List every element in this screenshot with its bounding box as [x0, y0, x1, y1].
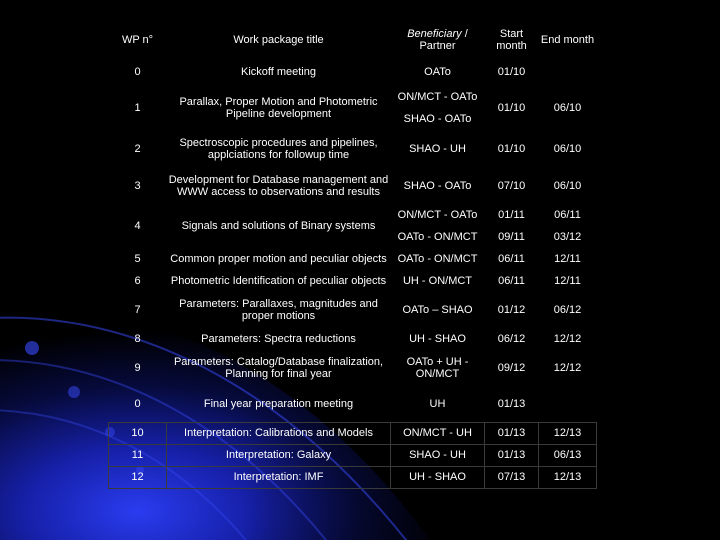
header-wp-no: WP n° [121, 34, 154, 46]
table-row [109, 350, 597, 386]
wp-beneficiary-line: ON/MCT - OATo [397, 91, 478, 103]
header-beneficiary [391, 22, 485, 58]
wp-title: Interpretation: IMF [167, 466, 391, 488]
wp-title: Spectroscopic procedures and pipelines, applciations for followup time [179, 137, 378, 161]
wp-number: 0 [134, 66, 141, 78]
wp-start: 06/11 [498, 275, 525, 287]
wp-end: 06/10 [553, 180, 582, 192]
table-row [109, 270, 597, 292]
wp-start: 06/11 [498, 253, 525, 265]
wp-beneficiary: SHAO - UH [409, 143, 466, 155]
wp-beneficiary-line: SHAO - OATo [403, 113, 472, 125]
wp-beneficiary-line: OATo - ON/MCT [397, 231, 478, 243]
wp-end: 06/10 [553, 102, 582, 114]
wp-title: Interpretation: Calibrations and Models [167, 422, 391, 444]
wp-title: Development for Database management and WWW access to observations and results [168, 174, 389, 198]
table-row [109, 444, 597, 466]
wp-start: 01/12 [497, 304, 526, 316]
work-package-table [108, 22, 597, 489]
wp-number: 5 [134, 253, 141, 265]
wp-start [485, 204, 539, 248]
wp-start: 01/10 [497, 66, 526, 78]
wp-start-line: 09/11 [498, 231, 525, 243]
wp-beneficiary [391, 86, 485, 130]
wp-beneficiary: OATo + UH - ON/MCT [406, 356, 469, 380]
wp-title: Kickoff meeting [240, 66, 316, 78]
wp-end: 12/12 [553, 362, 582, 374]
wp-start: 01/10 [497, 102, 526, 114]
wp-number: 1 [134, 102, 141, 114]
table-row [109, 248, 597, 270]
wp-number: 11 [109, 444, 167, 466]
wp-beneficiary: UH - SHAO [409, 333, 466, 345]
wp-end [539, 58, 597, 86]
wp-start: 01/13 [485, 444, 539, 466]
header-beneficiary-slash: / [461, 28, 468, 40]
wp-title: Final year preparation meeting [203, 397, 354, 410]
table-row [109, 328, 597, 350]
wp-beneficiary: SHAO - OATo [403, 180, 472, 192]
wp-start: 06/12 [497, 333, 526, 345]
wp-start: 07/13 [485, 466, 539, 488]
wp-number: 9 [134, 362, 141, 374]
wp-start: 01/13 [485, 422, 539, 444]
table-row [109, 130, 597, 168]
wp-end [539, 386, 597, 422]
wp-title: Common proper motion and peculiar objects [170, 253, 387, 265]
wp-start-line: 01/11 [498, 209, 525, 221]
wp-beneficiary: OATo – SHAO [402, 304, 473, 316]
wp-title: Interpretation: Galaxy [167, 444, 391, 466]
wp-beneficiary: SHAO - UH [391, 444, 485, 466]
wp-title: Parameters: Spectra reductions [201, 333, 356, 345]
wp-beneficiary: UH - ON/MCT [402, 275, 473, 287]
wp-end: 06/10 [553, 143, 582, 155]
wp-end-line: 06/11 [554, 209, 581, 221]
wp-beneficiary [391, 204, 485, 248]
wp-number: 8 [134, 333, 141, 345]
wp-number: 2 [134, 143, 141, 155]
wp-end [539, 204, 597, 248]
wp-beneficiary-line: ON/MCT - OATo [397, 209, 478, 221]
header-title: Work package title [233, 34, 324, 46]
wp-end: 12/13 [539, 422, 597, 444]
wp-beneficiary: UH [429, 397, 446, 410]
table-row [109, 86, 597, 130]
wp-end: 06/12 [553, 304, 582, 316]
table-row [109, 386, 597, 422]
table-header-row [109, 22, 597, 58]
wp-end: 12/12 [553, 333, 582, 345]
wp-title: Parameters: Catalog/Database finalization, Planning for final year [173, 356, 384, 380]
header-end: End month [540, 34, 595, 46]
wp-number: 4 [134, 220, 141, 232]
wp-beneficiary: OATo - ON/MCT [397, 253, 478, 265]
wp-number: 3 [134, 180, 141, 192]
wp-start: 01/13 [497, 397, 526, 410]
table-row [109, 466, 597, 488]
wp-number: 10 [109, 422, 167, 444]
header-start: Start month [496, 28, 527, 52]
header-beneficiary-label: Beneficiary [407, 28, 462, 40]
wp-end: 12/11 [554, 253, 581, 265]
wp-title: Signals and solutions of Binary systems [181, 220, 376, 232]
wp-end: 06/13 [539, 444, 597, 466]
wp-start: 01/10 [497, 143, 526, 155]
table-row [109, 292, 597, 328]
header-partner-label: Partner [419, 40, 456, 52]
wp-beneficiary: OATo [424, 66, 451, 78]
wp-number: 12 [109, 466, 167, 488]
table-row [109, 168, 597, 204]
wp-number: 6 [134, 275, 141, 287]
wp-beneficiary: UH - SHAO [391, 466, 485, 488]
wp-number: 0 [134, 397, 141, 410]
table-row [109, 422, 597, 444]
table-row [109, 58, 597, 86]
wp-title: Photometric Identification of peculiar objects [170, 275, 387, 287]
table-row [109, 204, 597, 248]
wp-number: 7 [134, 304, 141, 316]
wp-end: 12/11 [554, 275, 581, 287]
wp-end: 12/13 [539, 466, 597, 488]
wp-start: 09/12 [497, 362, 526, 374]
wp-start: 07/10 [497, 180, 526, 192]
wp-title: Parallax, Proper Motion and Photometric Pipeline development [179, 96, 378, 120]
wp-beneficiary: ON/MCT - UH [391, 422, 485, 444]
wp-title: Parameters: Parallaxes, magnitudes and proper motions [179, 298, 378, 322]
wp-end-line: 03/12 [553, 231, 582, 243]
